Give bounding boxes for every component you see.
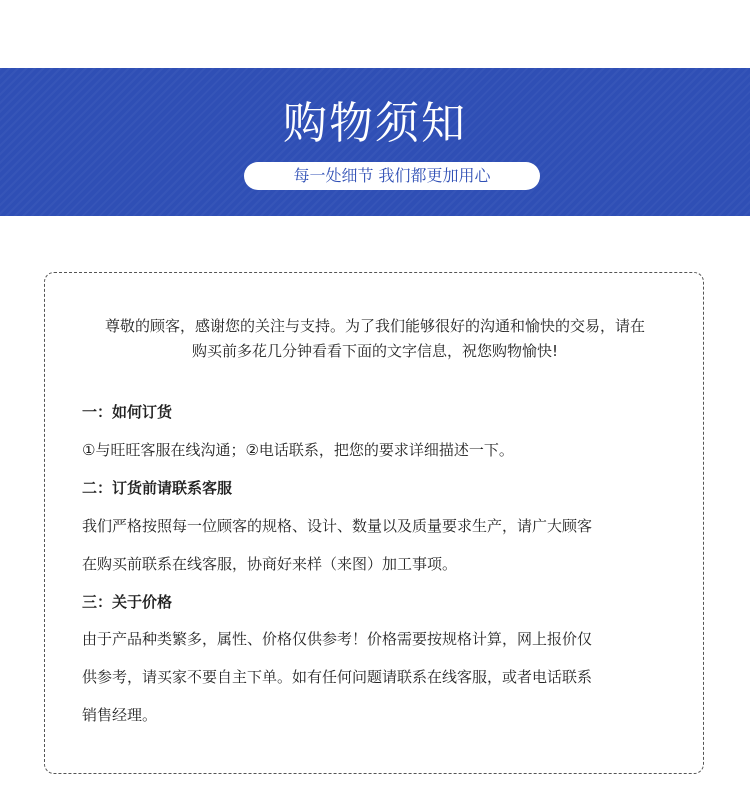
section-text-contact [82, 507, 682, 583]
section-text-price [82, 620, 682, 734]
subtitle-pill: 每一处细节 我们都更加用心 [244, 162, 540, 190]
intro-text [60, 314, 690, 364]
paragraph-line: 由于产品种类繁多，属性、价格仅供参考！价格需要按规格计算，网上报价仅 [82, 630, 593, 648]
page-title: 购物须知 [283, 98, 467, 149]
paragraph-line: ①与旺旺客服在线沟通；②电话联系，把您的要求详细描述一下。 [82, 441, 514, 459]
section-heading-ordering: 一：如何订货 [82, 403, 173, 421]
paragraph-line: 供参考，请买家不要自主下单。如有任何问题请联系在线客服，或者电话联系 [82, 668, 593, 686]
section-heading-price: 三：关于价格 [82, 593, 173, 611]
paragraph-line: 销售经理。 [82, 706, 158, 724]
intro-line: 尊敬的顾客，感谢您的关注与支持。为了我们能够很好的沟通和愉快的交易，请在 [104, 317, 645, 335]
section-text-ordering [82, 431, 682, 469]
paragraph-line: 在购买前联系在线客服，协商好来样（来图）加工事项。 [82, 555, 458, 573]
section-heading-contact: 二：订货前请联系客服 [82, 479, 233, 497]
intro-line: 购买前多花几分钟看看下面的文字信息，祝您购物愉快! [191, 342, 559, 360]
paragraph-line: 我们严格按照每一位顾客的规格、设计、数量以及质量要求生产，请广大顾客 [82, 517, 593, 535]
